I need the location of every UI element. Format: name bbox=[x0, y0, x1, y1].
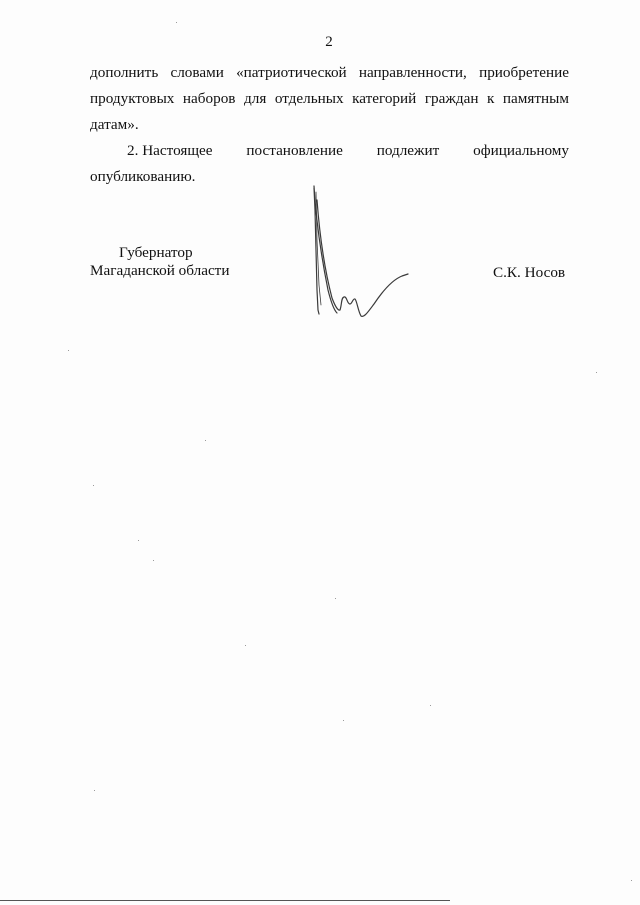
signatory-name: С.К. Носов bbox=[493, 264, 566, 281]
scan-speck bbox=[430, 705, 431, 706]
scan-speck bbox=[335, 598, 336, 599]
word: 2. Настоящее bbox=[127, 142, 213, 159]
word: подлежит bbox=[376, 142, 440, 159]
word: дополнить bbox=[90, 64, 159, 81]
word: постановление bbox=[246, 142, 343, 159]
word: категорий bbox=[352, 90, 417, 107]
scan-speck bbox=[94, 790, 95, 791]
signatory-title: Губернатор bbox=[119, 244, 193, 261]
word: направленности, bbox=[358, 64, 467, 81]
bottom-rule bbox=[0, 900, 450, 901]
scan-speck bbox=[153, 560, 154, 561]
word: продуктовых bbox=[90, 90, 175, 107]
word: «патриотической bbox=[236, 64, 347, 81]
word: приобретение bbox=[479, 64, 569, 81]
scan-speck bbox=[245, 645, 246, 646]
scan-speck bbox=[631, 880, 632, 881]
signature-icon bbox=[300, 180, 420, 325]
scan-speck bbox=[343, 720, 344, 721]
word: отдельных bbox=[274, 90, 344, 107]
paragraph1-line2 bbox=[90, 90, 569, 108]
word: словами bbox=[170, 64, 224, 81]
word: официальному bbox=[473, 142, 569, 159]
paragraph2-line1 bbox=[127, 142, 569, 160]
scan-speck bbox=[205, 440, 206, 441]
paragraph1-line1 bbox=[90, 64, 569, 82]
word: к bbox=[487, 90, 495, 107]
page-number: 2 bbox=[325, 34, 333, 50]
signatory-region: Магаданской области bbox=[90, 262, 230, 279]
paragraph2-line2: опубликованию. bbox=[90, 168, 196, 185]
word: наборов bbox=[182, 90, 236, 107]
scan-speck bbox=[68, 350, 69, 351]
paragraph1-line3: датам». bbox=[90, 116, 139, 133]
word: памятным bbox=[502, 90, 569, 107]
scan-speck bbox=[93, 485, 94, 486]
scan-speck bbox=[138, 540, 139, 541]
word: для bbox=[244, 90, 267, 107]
scan-speck bbox=[596, 372, 597, 373]
word: граждан bbox=[424, 90, 479, 107]
scan-speck bbox=[176, 22, 177, 23]
